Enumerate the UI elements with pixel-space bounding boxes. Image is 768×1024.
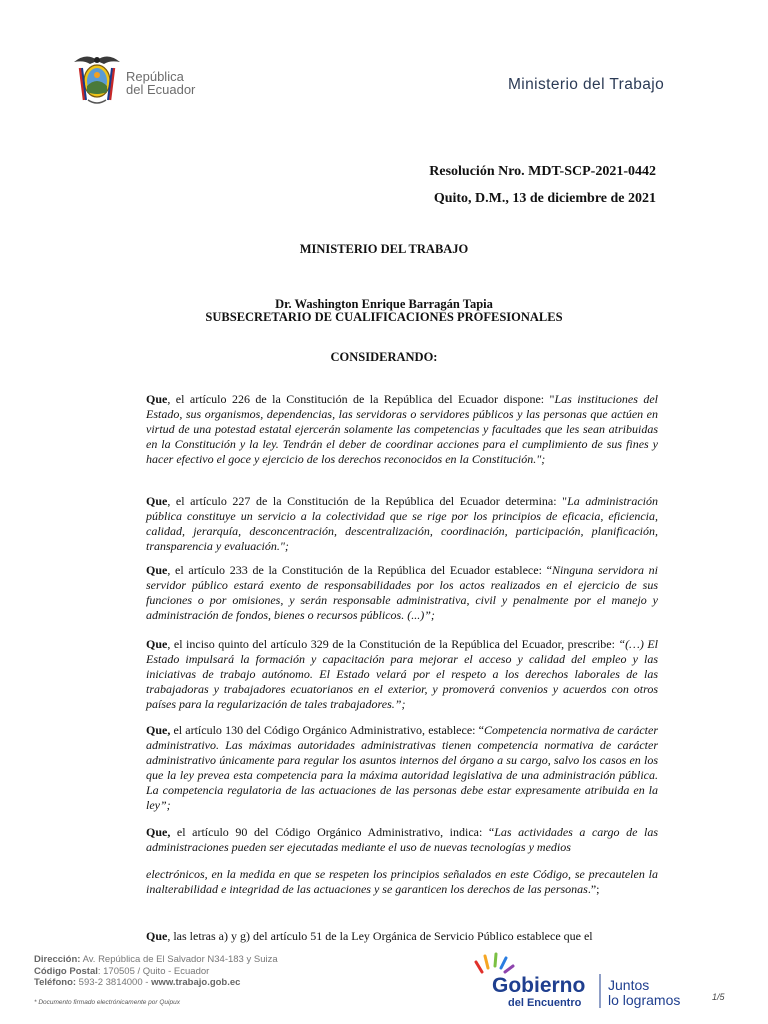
paragraph [146, 825, 658, 855]
gob-line1: Gobierno [492, 974, 586, 997]
ministry-title: Ministerio del Trabajo [508, 76, 665, 93]
footer-address [34, 954, 278, 966]
footer-contact [34, 954, 278, 1008]
sunburst-icon [476, 954, 513, 972]
paragraph-text: , el inciso quinto del artículo 329 de la Constitución de la República del Ecuador, prescribe: [167, 637, 619, 651]
paragraph-text: el artículo 130 del Código Orgánico Administrativo, establece: “ [170, 723, 484, 737]
paragraph-text: el artículo 90 del Código Orgánico Administrativo, indica: “ [170, 825, 495, 839]
gobierno-del-encuentro-logo [472, 952, 712, 1010]
paragraph [146, 723, 658, 813]
signature-note: * Documento firmado electrónicamente por Quipux [34, 998, 180, 1006]
phone-label: Teléfono: [34, 977, 77, 988]
resolution-number: Resolución Nro. MDT-SCP-2021-0442 [429, 164, 656, 179]
paragraph [146, 392, 658, 467]
website-link[interactable]: www.trabajo.gob.ec [151, 977, 241, 988]
paragraph-quote: La administración pública constituye un servicio a la colectividad que se rige por los principios de eficacia, eficiencia, calidad, jerarquía, desconcentración, descentralización, coordinación, participación, planificación, transparencia y evaluación."; [146, 494, 659, 553]
slogan-line1: Juntos [608, 977, 650, 993]
republic-name [126, 70, 195, 96]
paragraph-quote: Ninguna servidora ni servidor público estará exento de responsabilidades por los actos realizados en el ejercicio de sus funciones o por omisiones, y serán responsable administrativa, civil y penalmente por el manejo y administración de fondos, bienes o recursos públicos. (...)”; [146, 563, 658, 622]
postal-label: Código Postal [34, 965, 98, 977]
que-label: Que [146, 494, 168, 508]
footer-phone [34, 977, 278, 989]
ecuador-coat-of-arms-icon [66, 48, 128, 110]
paragraph-text: .”; [587, 882, 600, 896]
paragraph [146, 563, 658, 623]
paragraph-text: , el artículo 226 de la Constitución de la República del Ecuador dispone: " [167, 392, 555, 406]
page-number: 1/5 [712, 992, 725, 1002]
paragraph-quote: “(…) El Estado impulsará la formación y capacitación para mejorar el acceso y calidad del empleo y las iniciativas de trabajo autónomo. El Estado velará por el respeto a los derechos laborales de las trabajadoras y trabajadores ecuatorianos en el exterior, y promoverá convenios y acuerdos con otros países para la regularización de tales trabajadores.”; [146, 637, 659, 711]
footer-postal [34, 966, 278, 978]
paragraph-text: , el artículo 227 de la Constitución de la República del Ecuador determina: " [167, 494, 568, 508]
que-label: Que [146, 563, 168, 577]
paragraph [146, 494, 658, 554]
republic-line1: República [126, 69, 184, 84]
que-label: Que [146, 637, 168, 651]
paragraph-quote: Las actividades a cargo de las administraciones pueden ser ejecutadas mediante el uso de nuevas tecnologías y medios [146, 825, 658, 854]
que-label: Que, [146, 825, 171, 839]
paragraph-quote: Las instituciones del Estado, sus organismos, dependencias, las servidoras o servidores públicos y las personas que actúen en virtud de una potestad estatal ejercerán solamente las competencias y facultades que les sean atribuidas en la Constitución y la ley. Tendrán el deber de coordinar acciones para el cumplimiento de sus fines y hacer efectivo el goce y ejercicio de los derechos reconocidos en la Constitución."; [146, 392, 658, 466]
address-value: Av. República de El Salvador N34-183 y Suiza [80, 954, 278, 965]
signer-name: Dr. Washington Enrique Barragán Tapia [275, 297, 493, 311]
paragraph [146, 637, 658, 712]
ministry-heading: MINISTERIO DEL TRABAJO [299, 242, 469, 256]
paragraph [146, 929, 658, 944]
resolution-place-date: Quito, D.M., 13 de diciembre de 2021 [433, 191, 656, 206]
paragraph-text: , las letras a) y g) del artículo 51 de la Ley Orgánica de Servicio Público establece que el [167, 929, 593, 943]
paragraph-quote: electrónicos, en la medida en que se respeten los principios señalados en este Código, se precautelen la inalterabilidad e integridad de las actuaciones y se garanticen los derechos de las personas [146, 867, 658, 896]
republic-line2: del Ecuador [126, 82, 196, 97]
que-label: Que [146, 392, 168, 406]
paragraph-quote: Competencia normativa de carácter administrativo. Las máximas autoridades administrativas tienen competencia normativa de carácter administrativo únicamente para regular los asuntos internos del órgano a su cargo, salvo los casos en los que la ley prevea esta competencia para la máxima autoridad legislativa de una administración pública. La competencia regulatoria de las actuaciones de las personas debe estar expresamente atribuida en la ley”; [146, 723, 659, 812]
address-label: Dirección: [34, 954, 81, 965]
que-label: Que, [146, 723, 171, 737]
paragraph [146, 867, 658, 897]
considerando-heading: CONSIDERANDO: [330, 350, 438, 364]
gob-line2: del Encuentro [508, 997, 582, 1009]
phone-value: 593-2 3814000 - [76, 977, 152, 988]
paragraph-text: , el artículo 233 de la Constitución de la República del Ecuador establece: “ [167, 563, 552, 577]
que-label: Que [146, 929, 168, 943]
slogan-line2: lo logramos [608, 992, 681, 1008]
postal-value: : 170505 / Quito - Ecuador [97, 965, 210, 977]
signer-title: SUBSECRETARIO DE CUALIFICACIONES PROFESIONALES [205, 310, 563, 324]
